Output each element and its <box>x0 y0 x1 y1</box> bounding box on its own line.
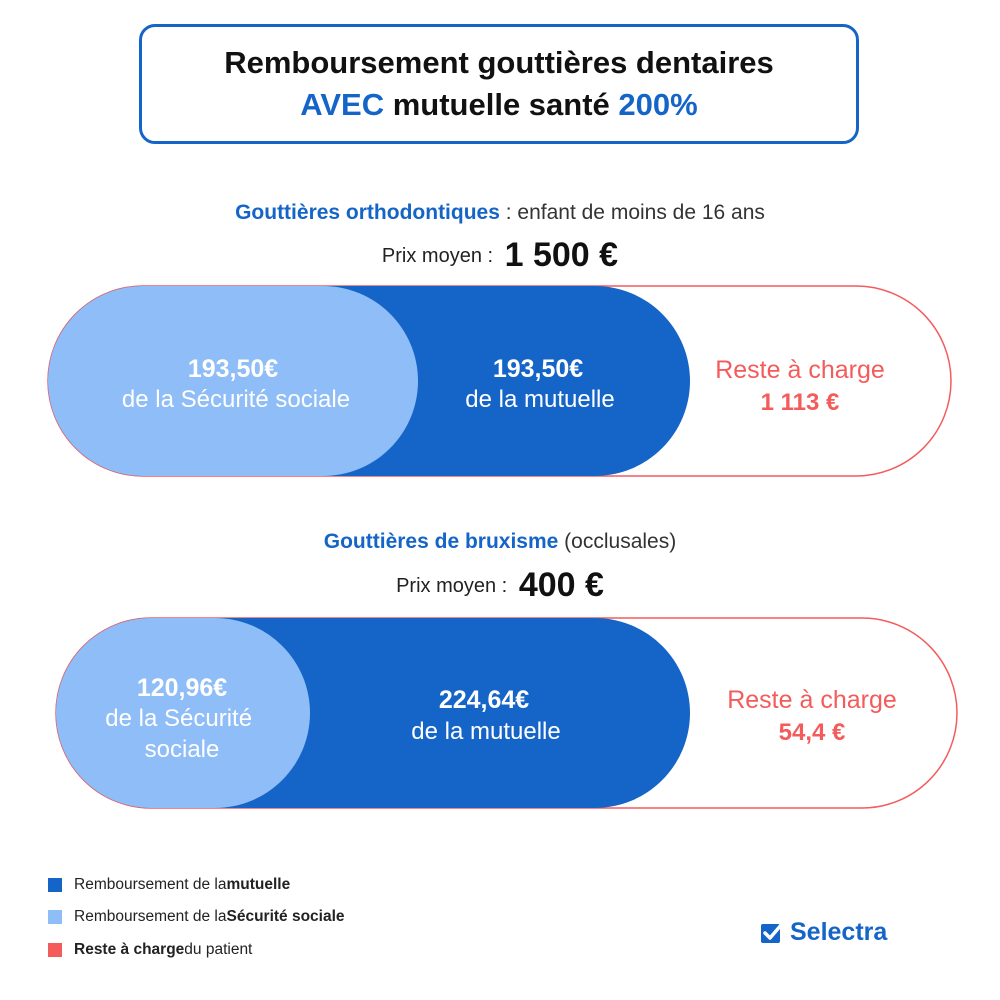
legend-swatch-mutuelle <box>48 878 62 892</box>
legend-item-reste-a-charge <box>48 941 252 959</box>
section-1-price-value: 1 500 € <box>504 236 619 274</box>
chart-2-secu-label-line-2: sociale <box>144 736 220 763</box>
chart-2-reste-label: Reste à charge <box>727 686 897 714</box>
legend-prefix: Remboursement de la <box>74 908 227 925</box>
section-1-heading-strong: Gouttières orthodontiques <box>235 201 500 224</box>
chart-2-mutuelle-amount: 224,64€ <box>438 686 530 714</box>
chart-2-reste-amount: 54,4 € <box>778 719 846 746</box>
chart-1-secu-label: de la Sécurité sociale <box>121 386 351 413</box>
section-2-price-value: 400 € <box>518 566 604 604</box>
legend-prefix: Remboursement de la <box>74 876 227 893</box>
checkbox-check-icon <box>760 921 784 945</box>
legend-swatch-reste-a-charge <box>48 943 62 957</box>
section-1-heading-rest: : enfant de moins de 16 ans <box>499 201 765 224</box>
chart-2-secu-amount: 120,96€ <box>136 674 228 702</box>
chart-1-mutuelle-amount: 193,50€ <box>492 355 584 383</box>
section-2-heading-rest: (occlusales) <box>558 530 677 553</box>
legend-bold: Sécurité sociale <box>226 908 345 925</box>
section-2-price-label: Prix moyen : <box>396 575 508 597</box>
chart-2 <box>56 618 957 808</box>
title-mid: mutuelle santé <box>384 87 619 122</box>
chart-1-secu-amount: 193,50€ <box>187 355 279 383</box>
logo-text: Selectra <box>790 918 888 946</box>
chart-2-mutuelle-label: de la mutuelle <box>411 718 561 745</box>
selectra-logo <box>760 918 887 947</box>
chart-2-secu-label-line-1: de la Sécurité <box>105 705 253 732</box>
legend-swatch-securite-sociale <box>48 910 62 924</box>
chart-1-reste-label: Reste à charge <box>715 356 885 384</box>
legend-bold: mutuelle <box>226 876 291 893</box>
legend-item-securite-sociale <box>48 908 345 926</box>
section-1-price-label: Prix moyen : <box>381 245 494 267</box>
section-2-heading-strong: Gouttières de bruxisme <box>323 530 559 553</box>
legend-bold: Reste à charge <box>74 941 185 958</box>
title-percent: 200% <box>618 87 698 122</box>
legend-item-mutuelle <box>48 876 290 894</box>
chart-1-reste-amount: 1 113 € <box>760 389 840 416</box>
title-line-1: Remboursement gouttières dentaires <box>224 45 774 80</box>
chart-1 <box>48 286 951 476</box>
legend-suffix: du patient <box>184 941 253 958</box>
title-accent: AVEC <box>300 87 385 122</box>
chart-1-mutuelle-label: de la mutuelle <box>465 386 615 413</box>
